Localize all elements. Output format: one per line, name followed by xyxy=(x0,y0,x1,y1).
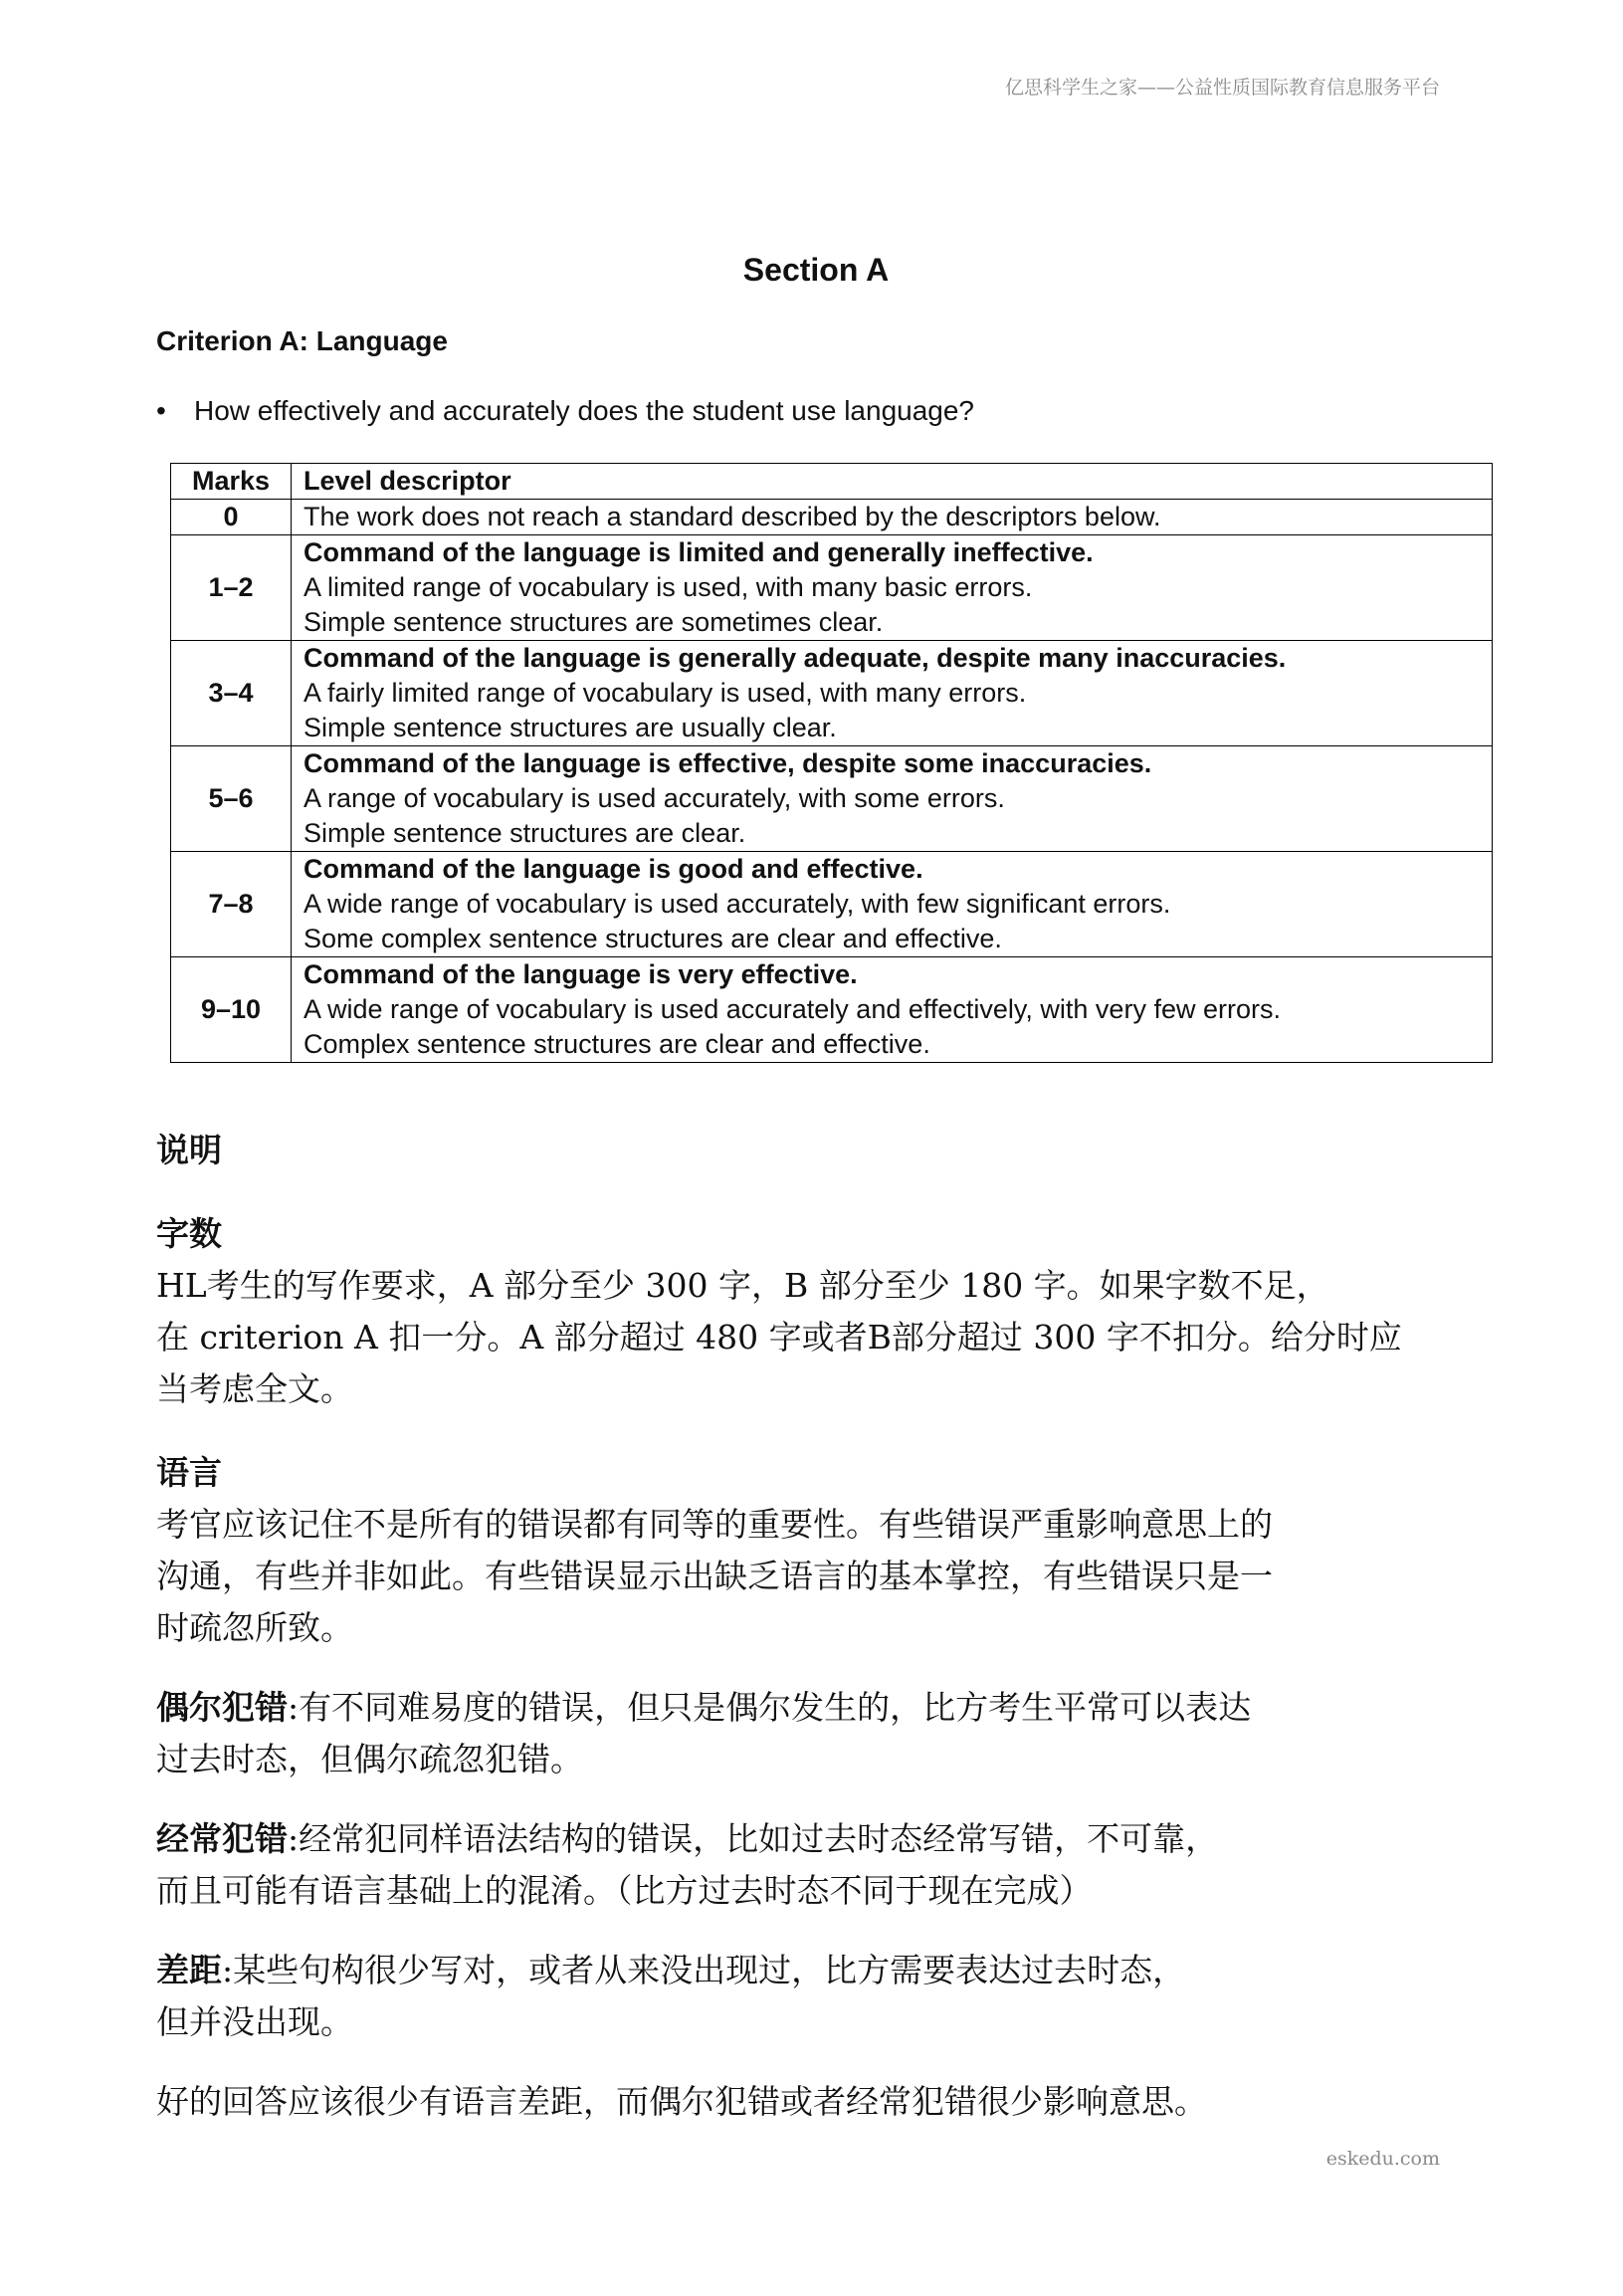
notes-heading: 说明 xyxy=(156,1131,222,1169)
descriptor-line: Some complex sentence structures are clear and effective. xyxy=(304,924,1002,953)
rubric-table xyxy=(170,463,1493,1063)
descriptor-heading: Command of the language is good and effective. xyxy=(304,854,923,884)
table-row xyxy=(171,535,1493,641)
word-count-line: 在 criterion A 扣一分。A 部分超过 480 字或者B部分超过 300 字不扣分。给分时应 xyxy=(156,1318,1402,1357)
marks-header: Marks xyxy=(171,464,292,500)
table-row xyxy=(171,746,1493,852)
gap-paragraph xyxy=(156,1945,1495,1996)
row-marks: 9–10 xyxy=(171,957,292,1063)
row-descriptor xyxy=(292,852,1493,957)
row-descriptor xyxy=(292,500,1493,535)
conclusion-line: 好的回答应该很少有语言差距，而偶尔犯错或者经常犯错很少影响意思。 xyxy=(156,2082,1207,2121)
notes-section xyxy=(156,1125,1495,2128)
descriptor-line: A fairly limited range of vocabulary is used, with many errors. xyxy=(304,678,1027,708)
word-count-line: HL考生的写作要求，A 部分至少 300 字，B 部分至少 180 字。如果字数不足， xyxy=(156,1266,1329,1305)
descriptor-line: Simple sentence structures are usually clear. xyxy=(304,713,837,742)
descriptor-line: Simple sentence structures are sometimes clear. xyxy=(304,607,884,637)
word-count-heading: 字数 xyxy=(156,1214,222,1253)
descriptor-heading: Command of the language is effective, despite some inaccuracies. xyxy=(304,748,1152,778)
occasional-errors-term: 偶尔犯错 xyxy=(156,1688,288,1727)
descriptor-line: A wide range of vocabulary is used accurately and effectively, with very few errors. xyxy=(304,994,1281,1024)
footer-site: eskedu.com xyxy=(1325,2148,1440,2170)
descriptor-heading: Command of the language is limited and generally ineffective. xyxy=(304,537,1094,567)
row-marks: 5–6 xyxy=(171,746,292,852)
row-descriptor xyxy=(292,641,1493,746)
row-descriptor xyxy=(292,957,1493,1063)
row-marks: 0 xyxy=(171,500,292,535)
descriptor-line: The work does not reach a standard described by the descriptors below. xyxy=(304,502,1161,531)
table-row xyxy=(171,500,1493,535)
criterion-question-text: How effectively and accurately does the student use language? xyxy=(194,395,974,426)
frequent-errors-paragraph xyxy=(156,1813,1495,1865)
table-row xyxy=(171,957,1493,1063)
occasional-errors-text: :有不同难易度的错误，但只是偶尔发生的，比方考生平常可以表达 xyxy=(288,1688,1252,1727)
occasional-errors-line: 过去时态，但偶尔疏忽犯错。 xyxy=(156,1740,583,1778)
descriptor-line: Simple sentence structures are clear. xyxy=(304,818,746,848)
frequent-errors-text: :经常犯同样语法结构的错误，比如过去时态经常写错，不可靠， xyxy=(288,1819,1219,1858)
language-line: 沟通，有些并非如此。有些错误显示出缺乏语言的基本掌控，有些错误只是一 xyxy=(156,1557,1273,1595)
gap-term: 差距 xyxy=(156,1951,222,1989)
criterion-title: Criterion A: Language xyxy=(156,325,448,356)
row-marks: 7–8 xyxy=(171,852,292,957)
descriptor-heading: Command of the language is generally adequate, despite many inaccuracies. xyxy=(304,643,1287,673)
frequent-errors-line: 而且可能有语言基础上的混淆。（比方过去时态不同于现在完成） xyxy=(156,1871,1093,1910)
descriptor-line: Complex sentence structures are clear and effective. xyxy=(304,1029,930,1059)
table-row xyxy=(171,852,1493,957)
language-line: 考官应该记住不是所有的错误都有同等的重要性。有些错误严重影响意思上的 xyxy=(156,1505,1273,1544)
table-row xyxy=(171,641,1493,746)
frequent-errors-term: 经常犯错 xyxy=(156,1819,288,1858)
language-heading: 语言 xyxy=(156,1453,222,1492)
criterion-question xyxy=(156,395,974,427)
gap-line: 但并没出现。 xyxy=(156,2002,353,2041)
occasional-errors-paragraph xyxy=(156,1682,1495,1734)
bullet-icon: • xyxy=(156,395,166,426)
descriptor-heading: Command of the language is very effective. xyxy=(304,959,858,989)
row-marks: 3–4 xyxy=(171,641,292,746)
header-watermark: 亿思科学生之家——公益性质国际教育信息服务平台 xyxy=(1004,77,1440,99)
descriptor-line: A limited range of vocabulary is used, with many basic errors. xyxy=(304,572,1033,602)
descriptor-line: A range of vocabulary is used accurately, with some errors. xyxy=(304,783,1005,813)
word-count-line: 当考虑全文。 xyxy=(156,1369,353,1408)
row-descriptor xyxy=(292,535,1493,641)
descriptor-header: Level descriptor xyxy=(292,464,1493,500)
row-descriptor xyxy=(292,746,1493,852)
rubric-header-row xyxy=(171,464,1493,500)
gap-text: :某些句构很少写对，或者从来没出现过，比方需要表达过去时态， xyxy=(222,1951,1186,1989)
row-marks: 1–2 xyxy=(171,535,292,641)
page-title: Section A xyxy=(742,252,890,288)
language-line: 时疏忽所致。 xyxy=(156,1608,353,1647)
descriptor-line: A wide range of vocabulary is used accurately, with few significant errors. xyxy=(304,889,1171,919)
